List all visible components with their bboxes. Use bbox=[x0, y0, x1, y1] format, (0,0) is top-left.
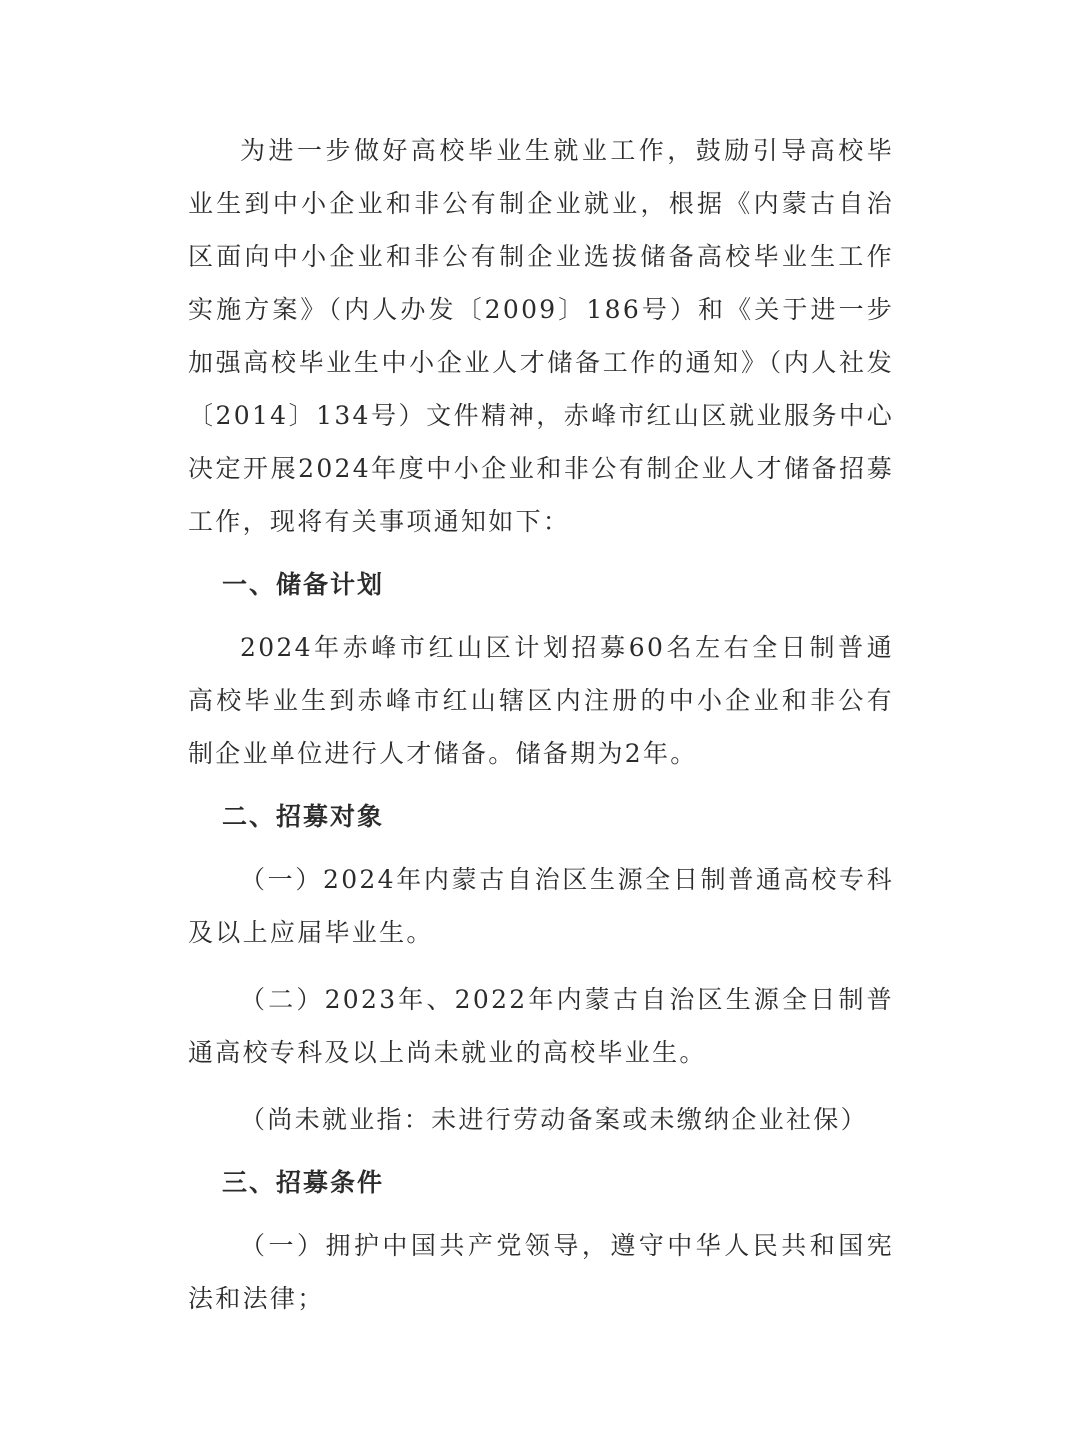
condition-item-1: （一）拥护中国共产党领导，遵守中华人民共和国宪法和法律； bbox=[188, 1231, 894, 1313]
section-heading-recruitment-conditions: 三、招募条件 bbox=[222, 1168, 385, 1197]
unemployed-note: （尚未就业指：未进行劳动备案或未缴纳企业社保） bbox=[240, 1105, 868, 1134]
target-item-2: （二）2023年、2022年内蒙古自治区生源全日制普通高校专科及以上尚未就业的高校毕业生。 bbox=[188, 985, 894, 1067]
document-body bbox=[188, 124, 894, 1325]
intro-paragraph: 为进一步做好高校毕业生就业工作，鼓励引导高校毕业生到中小企业和非公有制企业就业，根据《内蒙古自治区面向中小企业和非公有制企业选拔储备高校毕业生工作实施方案》（内人办发〔2009〕186号）和《关于进一步加强高校毕业生中小企业人才储备工作的通知》（内人社发〔2014〕134号）文件精神，赤峰市红山区就业服务中心决定开展2024年度中小企业和非公有制企业人才储备招募工作，现将有关事项通知如下： bbox=[188, 136, 894, 536]
section-heading-recruitment-target: 二、招募对象 bbox=[222, 802, 385, 831]
reserve-plan-paragraph: 2024年赤峰市红山区计划招募60名左右全日制普通高校毕业生到赤峰市红山辖区内注册的中小企业和非公有制企业单位进行人才储备。储备期为2年。 bbox=[188, 633, 894, 768]
section-heading-reserve-plan: 一、储备计划 bbox=[222, 570, 385, 599]
target-item-1: （一）2024年内蒙古自治区生源全日制普通高校专科及以上应届毕业生。 bbox=[188, 865, 894, 947]
